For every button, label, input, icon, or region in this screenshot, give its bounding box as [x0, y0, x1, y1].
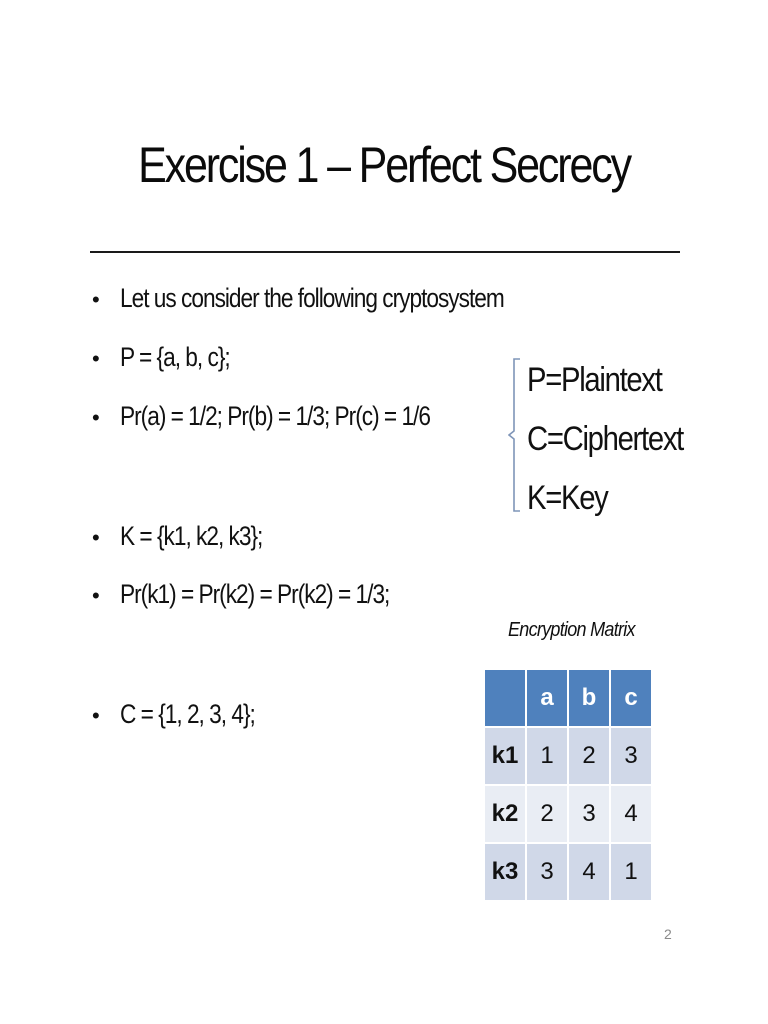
slide-title: Exercise 1 – Perfect Secrecy — [138, 137, 630, 193]
title-divider — [90, 251, 680, 253]
matrix-row — [484, 727, 652, 785]
bullet-item — [92, 398, 489, 436]
legend-ciphertext: C=Ciphertext — [527, 420, 683, 458]
matrix-row-header: k1 — [484, 727, 526, 785]
encryption-matrix — [483, 668, 653, 902]
matrix-column-header: c — [610, 669, 652, 727]
matrix-cell: 3 — [526, 843, 568, 901]
matrix-column-header: a — [526, 669, 568, 727]
bullet-text: C = {1, 2, 3, 4}; — [120, 699, 255, 729]
matrix-cell: 2 — [568, 727, 610, 785]
matrix-row-header: k3 — [484, 843, 526, 901]
matrix-caption: Encryption Matrix — [508, 619, 635, 641]
bullet-text: Let us consider the following cryptosystem — [120, 283, 504, 313]
page-number: 2 — [664, 926, 672, 942]
matrix-cell: 3 — [568, 785, 610, 843]
bullet-text: Pr(a) = 1/2; Pr(b) = 1/3; Pr(c) = 1/6 — [120, 401, 430, 431]
bullet-text: P = {a, b, c}; — [120, 342, 230, 372]
legend-plaintext: P=Plaintext — [527, 361, 662, 399]
matrix-column-header: b — [568, 669, 610, 727]
matrix-corner-cell — [484, 669, 526, 727]
matrix-cell: 1 — [526, 727, 568, 785]
matrix-cell: 2 — [526, 785, 568, 843]
bullet-dot: • — [92, 287, 99, 312]
bullet-dot: • — [92, 405, 99, 430]
legend-key: K=Key — [527, 479, 608, 517]
bullet-item — [92, 280, 577, 318]
bullet-item — [92, 339, 251, 377]
bullet-item — [92, 518, 289, 556]
matrix-cell: 1 — [610, 843, 652, 901]
bullet-item — [92, 696, 280, 734]
matrix-row-header: k2 — [484, 785, 526, 843]
matrix-row — [484, 785, 652, 843]
bullet-text: K = {k1, k2, k3}; — [120, 521, 263, 551]
bullet-dot: • — [92, 525, 99, 550]
matrix-header-row — [484, 669, 652, 727]
matrix-cell: 4 — [610, 785, 652, 843]
bullet-text: Pr(k1) = Pr(k2) = Pr(k2) = 1/3; — [120, 579, 390, 609]
matrix-cell: 4 — [568, 843, 610, 901]
bullet-item — [92, 576, 441, 614]
bullet-dot: • — [92, 346, 99, 371]
matrix-cell: 3 — [610, 727, 652, 785]
matrix-row — [484, 843, 652, 901]
bullet-dot: • — [92, 583, 99, 608]
bullet-dot: • — [92, 703, 99, 728]
